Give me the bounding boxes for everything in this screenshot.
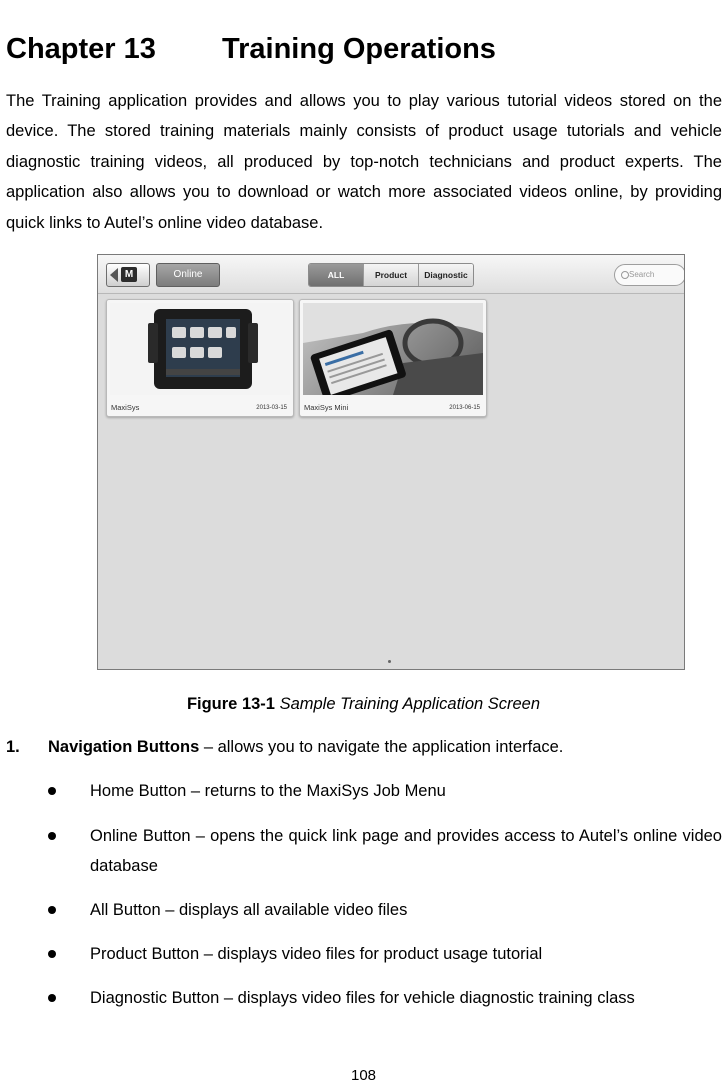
search-input[interactable] — [614, 264, 685, 286]
video-title: MaxiSys — [111, 403, 140, 412]
figure-number: Figure 13-1 — [186, 695, 275, 713]
bullet-icon — [48, 994, 56, 1002]
maxisys-logo-icon: M — [121, 267, 137, 282]
back-arrow-icon — [110, 268, 118, 282]
chapter-heading — [6, 30, 721, 68]
bullet-text: Home Button – returns to the MaxiSys Job Menu — [90, 782, 446, 800]
tab-product[interactable]: Product — [363, 264, 418, 286]
item-description: – allows you to navigate the application interface. — [199, 738, 564, 756]
page-indicator-dot — [388, 660, 391, 663]
figure-caption-text: Sample Training Application Screen — [279, 695, 541, 713]
video-card-maxisys[interactable] — [106, 299, 294, 417]
filter-tabs — [308, 263, 474, 287]
tablet-device-image — [110, 303, 290, 395]
bullet-text: All Button – displays all available video files — [90, 901, 408, 919]
chapter-number: Chapter 13 — [6, 33, 156, 65]
chapter-title: Training Operations — [222, 33, 496, 65]
intro-paragraph: The Training application provides and allows you to play various tutorial videos stored on the device. The stored training materials mainly consists of product usage tutorials and vehicle diagnostic training videos, all produced by top-notch technicians and product experts. The application also allows you to download or watch more associated videos online, by providing quick links to Autel’s online video database. — [6, 92, 722, 232]
training-app-screenshot — [97, 254, 685, 670]
video-date: 2013-06-15 — [449, 405, 480, 411]
item-label: Navigation Buttons — [48, 738, 200, 756]
item-number: 1. — [6, 738, 20, 756]
video-title: MaxiSys Mini — [304, 403, 349, 412]
bullet-text: Product Button – displays video files for product usage tutorial — [90, 945, 543, 963]
page-number: 108 — [350, 1067, 377, 1084]
bullet-icon — [48, 906, 56, 914]
bullet-text: Online Button – opens the quick link page and provides access to Autel’s online video database — [90, 827, 722, 875]
tab-diagnostic[interactable]: Diagnostic — [418, 264, 473, 286]
video-thumbnail — [110, 303, 290, 395]
bullet-icon — [48, 832, 56, 840]
home-button[interactable] — [106, 263, 150, 287]
search-icon — [621, 271, 629, 279]
video-thumbnail — [303, 303, 483, 395]
item-body — [48, 736, 563, 758]
search-placeholder: Search — [629, 270, 655, 279]
figure-caption — [0, 693, 727, 715]
bullet-icon — [48, 950, 56, 958]
tab-all[interactable]: ALL — [309, 264, 363, 286]
app-toolbar — [98, 255, 684, 294]
video-date: 2013-03-15 — [256, 405, 287, 411]
online-button[interactable]: Online — [156, 263, 220, 287]
bullet-text: Diagnostic Button – displays video files for vehicle diagnostic training class — [90, 989, 635, 1007]
bullet-icon — [48, 787, 56, 795]
car-interior-image — [303, 303, 483, 395]
video-card-maxisys-mini[interactable] — [299, 299, 487, 417]
